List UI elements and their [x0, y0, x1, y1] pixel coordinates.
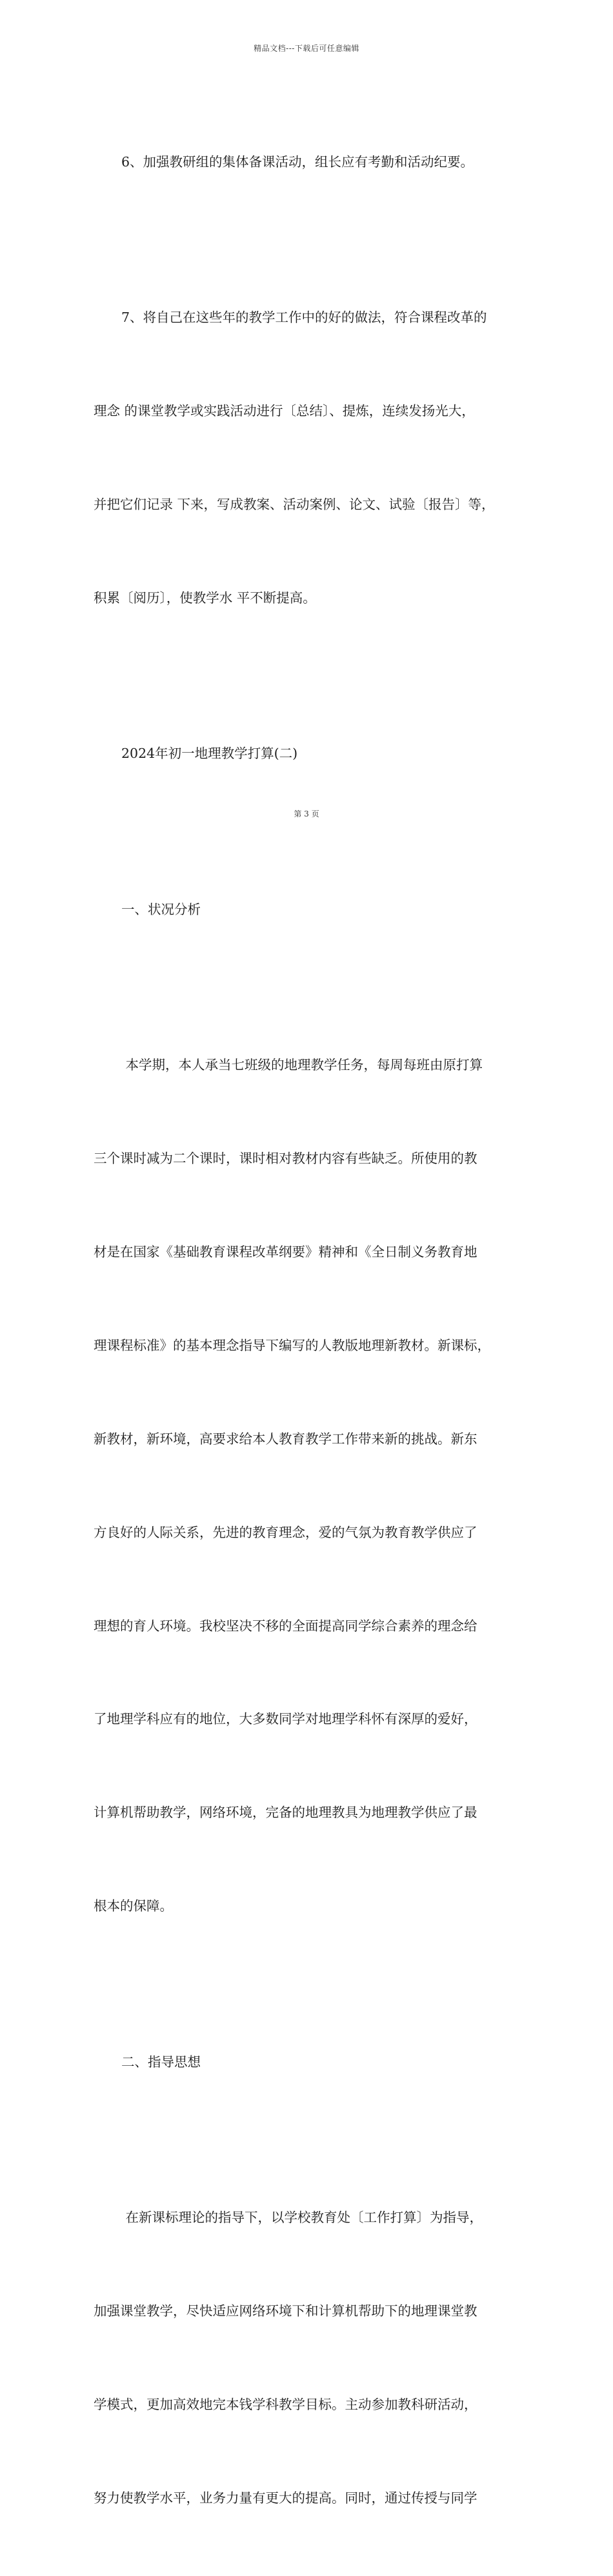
text-line: 加强课堂教学，尽快适应网络环境下和计算机帮助下的地理课堂教 [94, 2303, 477, 2319]
text-line: 根本的保障。 [94, 1898, 173, 1914]
text-line: 理想的育人环境。我校坚决不移的全面提高同学综合素养的理念给 [94, 1618, 477, 1634]
text-line: 本学期，本人承当七班级的地理教学任务，每周每班由原打算 [121, 1057, 483, 1073]
text-line: 理念 的课堂教学或实践活动进行〔总结〕、提炼，连续发扬光大， [94, 402, 475, 419]
text-line: 二、指导思想 [121, 2054, 201, 2070]
paragraph-guiding [94, 2140, 532, 2576]
text-line: 并把它们记录 下来，写成教案、活动案例、论文、试验〔报告〕等， [94, 496, 495, 512]
paragraph-item-7 [94, 239, 532, 675]
text-line: 方良好的人际关系，先进的教育理念，爱的气氛为教育教学供应了 [94, 1524, 477, 1540]
paragraph-item-6 [94, 84, 532, 239]
text-line: 计算机帮助教学，网络环境，完备的地理教具为地理教学供应了最 [94, 1805, 477, 1821]
text-line: 在新课标理论的指导下，以学校教育处〔工作打算〕为指导， [121, 2210, 483, 2226]
page-number: 第 3 页 [294, 809, 319, 818]
text-line: 6、加强教研组的集体备课活动，组长应有考勤和活动纪要。 [121, 154, 474, 170]
text-line: 努力使教学水平，业务力量有更大的提高。同时，通过传授与同学 [94, 2490, 477, 2506]
text-line: 一、状况分析 [121, 901, 201, 917]
paragraph-situation [94, 987, 532, 1985]
text-line: 理课程标准》的基本理念指导下编写的人教版地理新教材。新课标， [94, 1337, 490, 1353]
text-line: 了地理学科应有的地位，大多数同学对地理学科怀有深厚的爱好， [94, 1711, 477, 1727]
text-line: 材是在国家《基础教育课程改革纲要》精神和《全日制义务教育地 [94, 1243, 477, 1260]
page-header: 精品文档---下载后可任意编辑 [254, 44, 359, 53]
text-line: 三个课时减为二个课时，课时相对教材内容有些缺乏。所使用的教 [94, 1151, 477, 1167]
text-line: 2024年初一地理教学打算(二) [121, 746, 298, 762]
text-line: 积累〔阅历〕，使教学水 平不断提高。 [94, 590, 316, 606]
heading-situation-analysis [94, 831, 532, 987]
document-body [94, 84, 532, 2576]
heading-guiding-ideology [94, 1984, 532, 2139]
text-line: 新教材，新环境，高要求给本人教育教学工作带来新的挑战。新东 [94, 1431, 477, 1447]
text-line: 学模式，更加高效地完本钱学科教学目标。主动参加教科研活动， [94, 2396, 477, 2412]
text-line: 7、将自己在这些年的教学工作中的好的做法，符合课程改革的 [121, 310, 487, 326]
